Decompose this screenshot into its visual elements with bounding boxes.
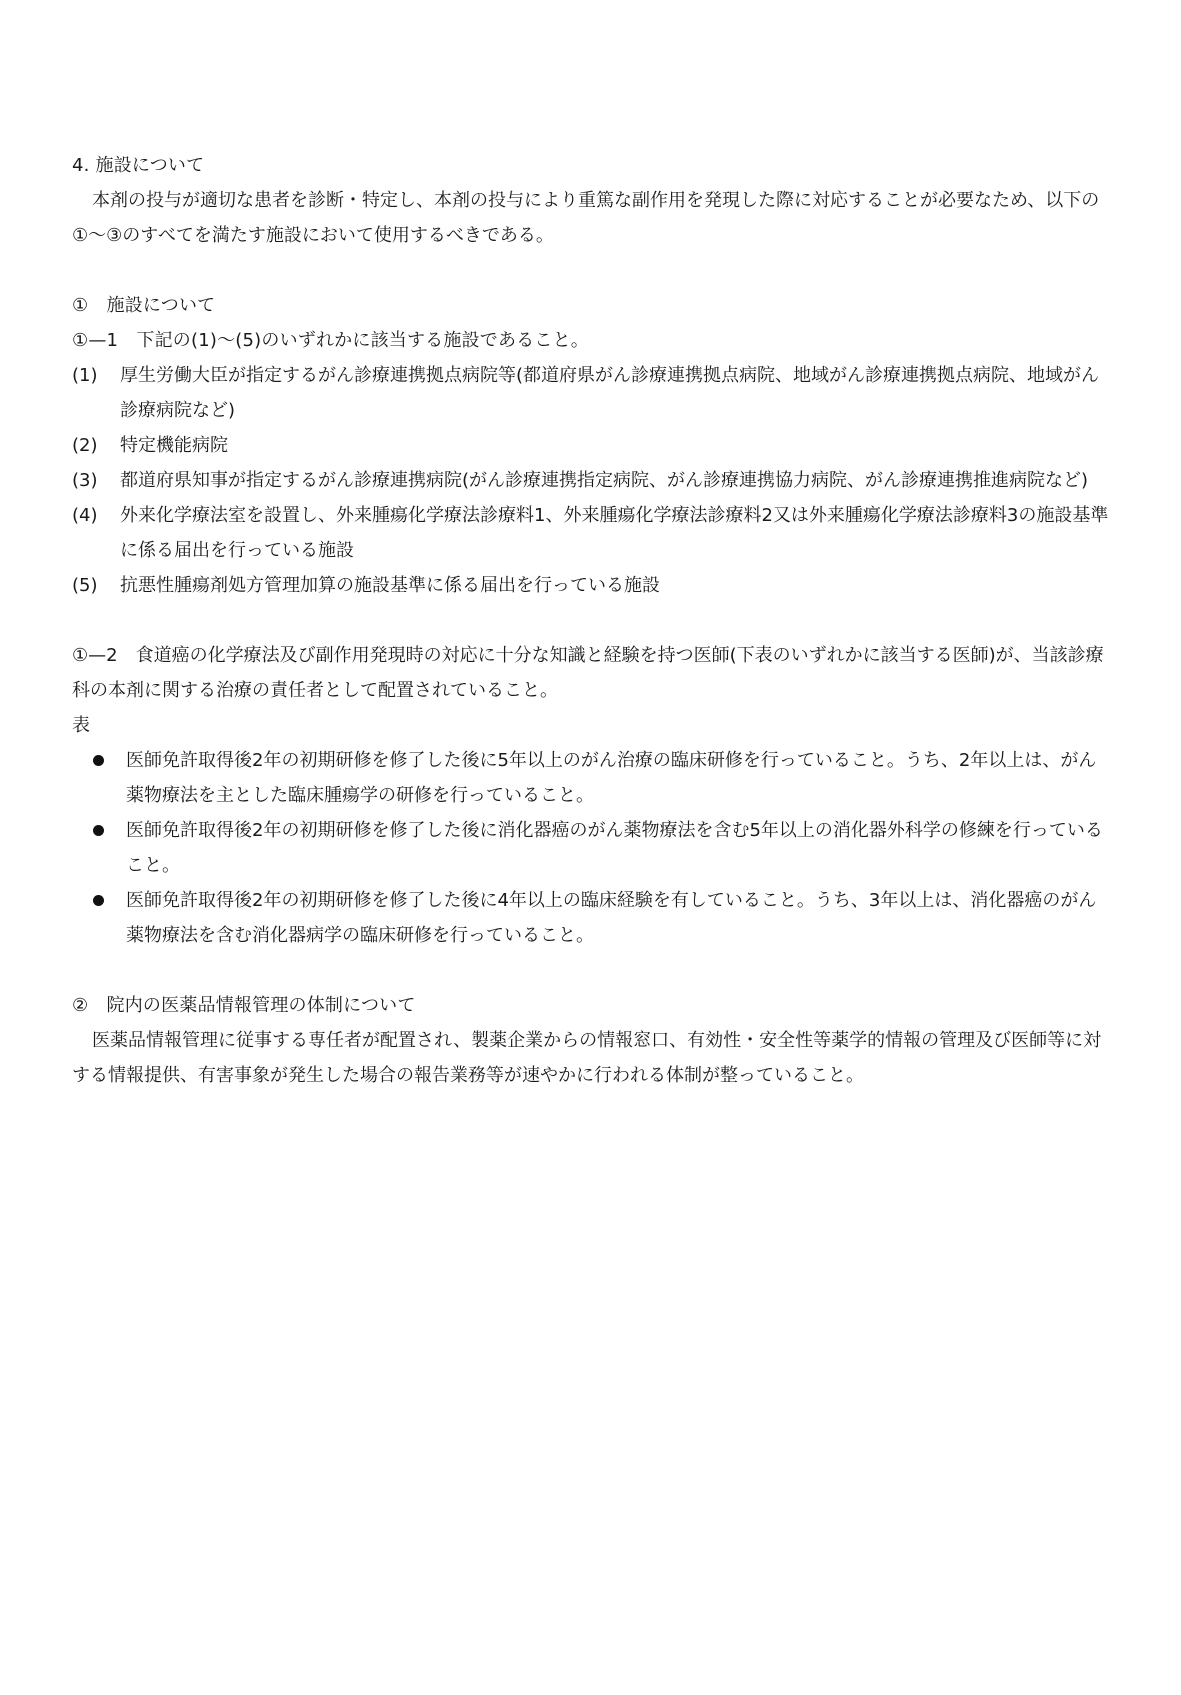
section-heading: 4. 施設について [72,155,205,176]
spacer [72,253,1112,288]
list-item-number: (5) [72,575,98,596]
spacer [72,953,1112,988]
list-item-number: (3) [72,470,98,491]
list-item-text: 都道府県知事が指定するがん診療連携病院(がん診療連携指定病院、がん診療連携協力病院、がん診療連携推進病院など) [120,470,1089,491]
part1-heading: ① 施設について [72,295,216,316]
list-item [72,498,1112,568]
part2-body: 医薬品情報管理に従事する専任者が配置され、製薬企業からの情報窓口、有効性・安全性等薬学的情報の管理及び医師等に対する情報提供、有害事象が発生した場合の報告業務等が速やかに行われる体制が整っていること。 [72,1030,1102,1086]
list-item-text: 抗悪性腫瘍剤処方管理加算の施設基準に係る届出を行っている施設 [120,575,660,596]
list-item-number: (1) [72,365,98,386]
list-item [72,463,1112,498]
bullet-item [90,813,1112,883]
bullet-text: 医師免許取得後2年の初期研修を修了した後に消化器癌のがん薬物療法を含む5年以上の消化器外科学の修練を行っていること。 [126,820,1103,876]
list-item [72,428,1112,463]
document-page [72,148,1112,1093]
bullet-item [90,883,1112,953]
part1-sub1-heading: ①—1 下記の(1)～(5)のいずれかに該当する施設であること。 [72,330,589,351]
list-item-text: 特定機能病院 [120,435,228,456]
bullet-icon [90,743,126,813]
bullet-icon [90,813,126,883]
list-item-text: 厚生労働大臣が指定するがん診療連携拠点病院等(都道府県がん診療連携拠点病院、地域がん診療連携拠点病院、地域がん診療病院など) [120,365,1100,421]
list-item [72,358,1112,428]
bullet-icon [90,883,126,953]
bullet-text: 医師免許取得後2年の初期研修を修了した後に5年以上のがん治療の臨床研修を行っていること。うち、2年以上は、がん薬物療法を主とした臨床腫瘍学の研修を行っていること。 [126,750,1097,806]
part2-heading: ② 院内の医薬品情報管理の体制について [72,995,416,1016]
spacer [72,603,1112,638]
list-item-text: 外来化学療法室を設置し、外来腫瘍化学療法診療料1、外来腫瘍化学療法診療料2又は外来腫瘍化学療法診療料3の施設基準に係る届出を行っている施設 [120,505,1109,561]
bullet-text: 医師免許取得後2年の初期研修を修了した後に4年以上の臨床経験を有していること。うち、3年以上は、消化器癌のがん薬物療法を含む消化器病学の臨床研修を行っていること。 [126,890,1097,946]
list-item-number: (4) [72,505,98,526]
list-item [72,568,1112,603]
part1-sub2-heading: ①—2 食道癌の化学療法及び副作用発現時の対応に十分な知識と経験を持つ医師(下表のいずれかに該当する医師)が、当該診療科の本剤に関する治療の責任者として配置されていること。 [72,645,1104,701]
section-intro: 本剤の投与が適切な患者を診断・特定し、本剤の投与により重篤な副作用を発現した際に対応することが必要なため、以下の①～③のすべてを満たす施設において使用するべきである。 [72,190,1100,246]
list-item-number: (2) [72,435,98,456]
bullet-item [90,743,1112,813]
table-label: 表 [72,715,91,736]
